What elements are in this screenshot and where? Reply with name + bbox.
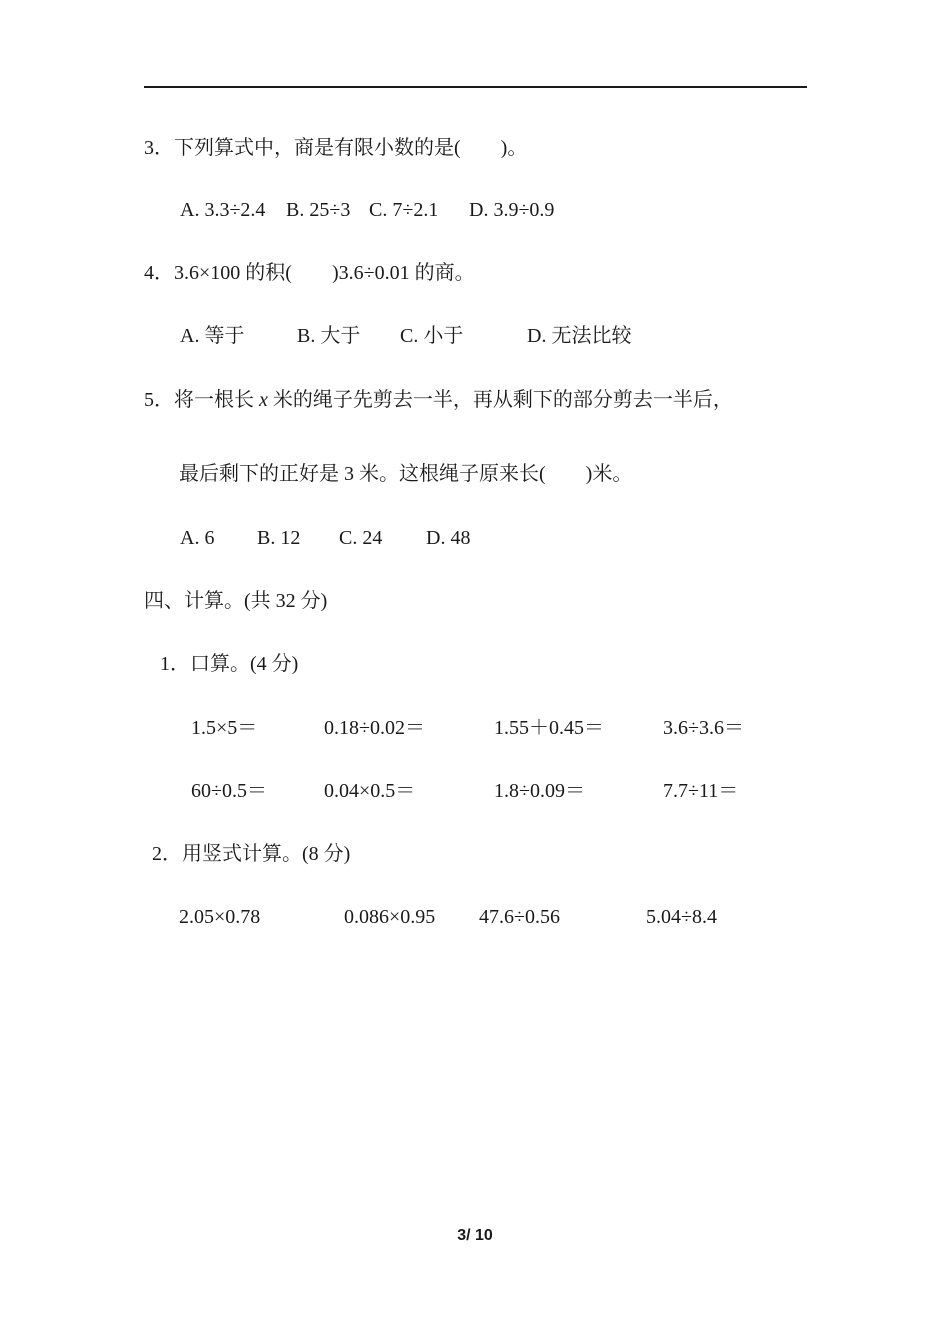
vertical-calc-item: 47.6÷0.56 [479, 906, 560, 928]
question-4-stem: 4．3.6×100 的积( )3.6÷0.01 的商。 [144, 262, 475, 284]
mental-math-item: 1.5×5＝ [191, 717, 258, 739]
mental-math-item: 0.18÷0.02＝ [324, 717, 425, 739]
question-5-option-a: A. 6 [180, 527, 215, 549]
header-rule [144, 86, 807, 88]
variable-x: x [259, 389, 268, 411]
mental-math-item: 0.04×0.5＝ [324, 780, 416, 802]
question-3-stem: 3．下列算式中，商是有限小数的是( )。 [144, 137, 528, 159]
question-4-option-a: A. 等于 [180, 325, 245, 347]
question-5-stem-prefix: 5．将一根长 [144, 389, 259, 411]
mental-math-item: 60÷0.5＝ [191, 780, 267, 802]
part-1-title: 1．口算。(4 分) [160, 653, 299, 675]
question-4-option-d: D. 无法比较 [527, 325, 632, 347]
question-3-option-b: B. 25÷3 [286, 199, 351, 221]
question-3-option-a: A. 3.3÷2.4 [180, 199, 266, 221]
section-4-title: 四、计算。(共 32 分) [144, 590, 328, 612]
question-5-stem-line1 [144, 387, 733, 413]
question-5-option-b: B. 12 [257, 527, 301, 549]
mental-math-item: 1.55＋0.45＝ [494, 717, 604, 739]
vertical-calc-item: 5.04÷8.4 [646, 906, 717, 928]
vertical-calc-item: 0.086×0.95 [344, 906, 436, 928]
page-number: 3/ 10 [457, 1227, 493, 1244]
question-4-option-b: B. 大于 [297, 325, 361, 347]
question-5-option-d: D. 48 [426, 527, 471, 549]
mental-math-item: 7.7÷11＝ [663, 780, 739, 802]
mental-math-item: 1.8÷0.09＝ [494, 780, 585, 802]
question-3-option-c: C. 7÷2.1 [369, 199, 439, 221]
question-4-option-c: C. 小于 [400, 325, 464, 347]
question-5-option-c: C. 24 [339, 527, 383, 549]
question-3-option-d: D. 3.9÷0.9 [469, 199, 555, 221]
mental-math-item: 3.6÷3.6＝ [663, 717, 744, 739]
question-5-stem-suffix: 米的绳子先剪去一半，再从剩下的部分剪去一半后， [267, 389, 733, 411]
vertical-calc-item: 2.05×0.78 [179, 906, 261, 928]
part-2-title: 2．用竖式计算。(8 分) [152, 843, 351, 865]
question-5-stem-line2: 最后剩下的正好是 3 米。这根绳子原来长( )米。 [179, 463, 633, 485]
